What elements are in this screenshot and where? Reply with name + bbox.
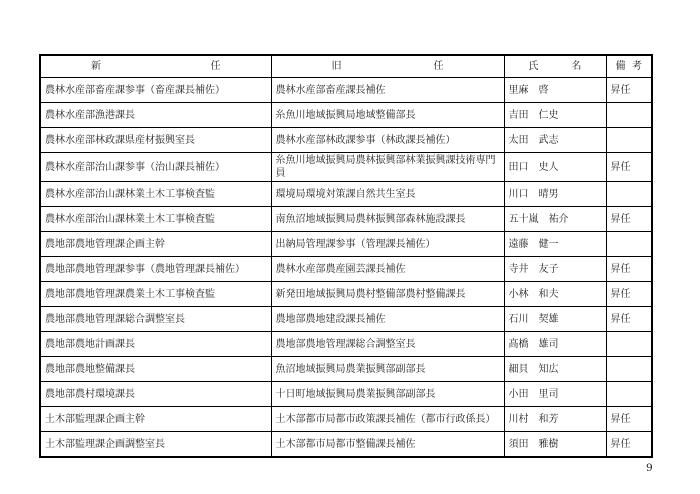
remarks-cell [606, 332, 652, 357]
remarks-cell [606, 232, 652, 257]
old-post-cell: 農林水産部農産園芸課長補佐 [271, 257, 504, 282]
old-post-cell: 十日町地域振興局農業振興部副部長 [271, 382, 504, 407]
old-post-cell: 南魚沼地域振興局農林振興部森林施設課長 [271, 207, 504, 232]
header-char: 任 [433, 61, 444, 72]
name-cell: 吉田 仁史 [504, 103, 606, 128]
name-cell: 須田 雅樹 [504, 432, 606, 458]
name-cell: 遠藤 健一 [504, 232, 606, 257]
new-post-cell: 農林水産部治山課林業土木工事検査監 [40, 207, 271, 232]
remarks-cell [606, 357, 652, 382]
table-row [40, 307, 652, 332]
table-row [40, 357, 652, 382]
new-post-cell: 農地部農地整備課長 [40, 357, 271, 382]
old-post-cell: 糸魚川地域振興局地域整備部長 [271, 103, 504, 128]
remarks-cell [606, 182, 652, 207]
remarks-cell: 昇任 [606, 307, 652, 332]
table-row [40, 407, 652, 432]
new-post-cell: 土木部監理課企画主幹 [40, 407, 271, 432]
table-row [40, 382, 652, 407]
table-row [40, 332, 652, 357]
old-post-cell: 農地部農地管理課総合調整室長 [271, 332, 504, 357]
header-name-label [505, 60, 606, 73]
remarks-cell: 昇任 [606, 282, 652, 307]
name-cell: 川村 和芳 [504, 407, 606, 432]
header-char: 氏 [528, 61, 539, 72]
new-post-cell: 農地部農地管理課農業土木工事検査監 [40, 282, 271, 307]
page-number: 9 [646, 462, 653, 474]
new-post-cell: 農林水産部漁港課長 [40, 103, 271, 128]
remarks-cell: 昇任 [606, 257, 652, 282]
header-char: 旧 [331, 61, 342, 72]
old-post-cell: 農林水産部畜産課長補佐 [271, 78, 504, 103]
old-post-cell: 土木部都市局都市整備課長補佐 [271, 432, 504, 458]
new-post-cell: 農地部農地管理課総合調整室長 [40, 307, 271, 332]
old-post-cell: 土木部都市局都市政策課長補佐（都市行政係長） [271, 407, 504, 432]
old-post-cell: 農地部農地建設課長補佐 [271, 307, 504, 332]
name-cell: 田口 史人 [504, 153, 606, 182]
name-cell: 髙橋 雄司 [504, 332, 606, 357]
new-post-cell: 農地部農地計画課長 [40, 332, 271, 357]
new-post-cell: 土木部監理課企画調整室長 [40, 432, 271, 458]
new-post-cell: 農林水産部林政課県産材振興室長 [40, 128, 271, 153]
remarks-cell: 昇任 [606, 153, 652, 182]
remarks-cell: 昇任 [606, 78, 652, 103]
header-char: 備 [615, 61, 626, 72]
new-post-cell: 農林水産部畜産課参事（畜産課長補佐） [40, 78, 271, 103]
old-post-cell: 魚沼地域振興局農業振興部副部長 [271, 357, 504, 382]
header-char: 名 [571, 61, 582, 72]
new-post-cell: 農地部農地管理課参事（農地管理課長補佐） [40, 257, 271, 282]
remarks-cell [606, 103, 652, 128]
name-cell: 太田 武志 [504, 128, 606, 153]
table-row [40, 432, 652, 458]
old-post-cell: 新発田地域振興局農村整備部農村整備課長 [271, 282, 504, 307]
header-char: 新 [91, 61, 101, 72]
new-post-cell: 農地部農地管理課企画主幹 [40, 232, 271, 257]
name-cell: 小林 和夫 [504, 282, 606, 307]
header-name [504, 55, 606, 78]
new-post-cell: 農林水産部治山課参事（治山課長補佐） [40, 153, 271, 182]
header-remarks [606, 55, 652, 78]
header-old-post-label [272, 60, 504, 73]
header-char: 任 [210, 61, 221, 72]
table-row [40, 282, 652, 307]
header-new-post [40, 55, 271, 78]
new-post-cell: 農地部農村環境課長 [40, 382, 271, 407]
name-cell: 細貝 知広 [504, 357, 606, 382]
remarks-cell: 昇任 [606, 407, 652, 432]
new-post-cell: 農林水産部治山課林業土木工事検査監 [40, 182, 271, 207]
old-post-cell: 農林水産部林政課参事（林政課長補佐） [271, 128, 504, 153]
header-remarks-label [607, 60, 652, 73]
name-cell: 石川 契雄 [504, 307, 606, 332]
name-cell: 川口 晴男 [504, 182, 606, 207]
old-post-cell: 糸魚川地域振興局農林振興部林業振興課技術専門員 [271, 153, 504, 182]
header-old-post [271, 55, 504, 78]
old-post-cell: 環境局環境対策課自然共生室長 [271, 182, 504, 207]
remarks-cell: 昇任 [606, 432, 652, 458]
table-row [40, 207, 652, 232]
table-row [40, 153, 652, 182]
header-char: 考 [632, 61, 642, 72]
header-row [40, 55, 652, 78]
table-row [40, 257, 652, 282]
table-row [40, 182, 652, 207]
remarks-cell: 昇任 [606, 207, 652, 232]
table-row [40, 103, 652, 128]
remarks-cell [606, 382, 652, 407]
name-cell: 寺井 友子 [504, 257, 606, 282]
remarks-cell [606, 128, 652, 153]
table-row [40, 232, 652, 257]
table-row [40, 78, 652, 103]
old-post-cell: 出納局管理課参事（管理課長補佐） [271, 232, 504, 257]
table-row [40, 128, 652, 153]
name-cell: 小田 里司 [504, 382, 606, 407]
header-new-post-label [41, 60, 271, 73]
name-cell: 五十嵐 祐介 [504, 207, 606, 232]
name-cell: 里麻 啓 [504, 78, 606, 103]
personnel-transfer-table [39, 54, 653, 458]
table-body [40, 78, 652, 458]
